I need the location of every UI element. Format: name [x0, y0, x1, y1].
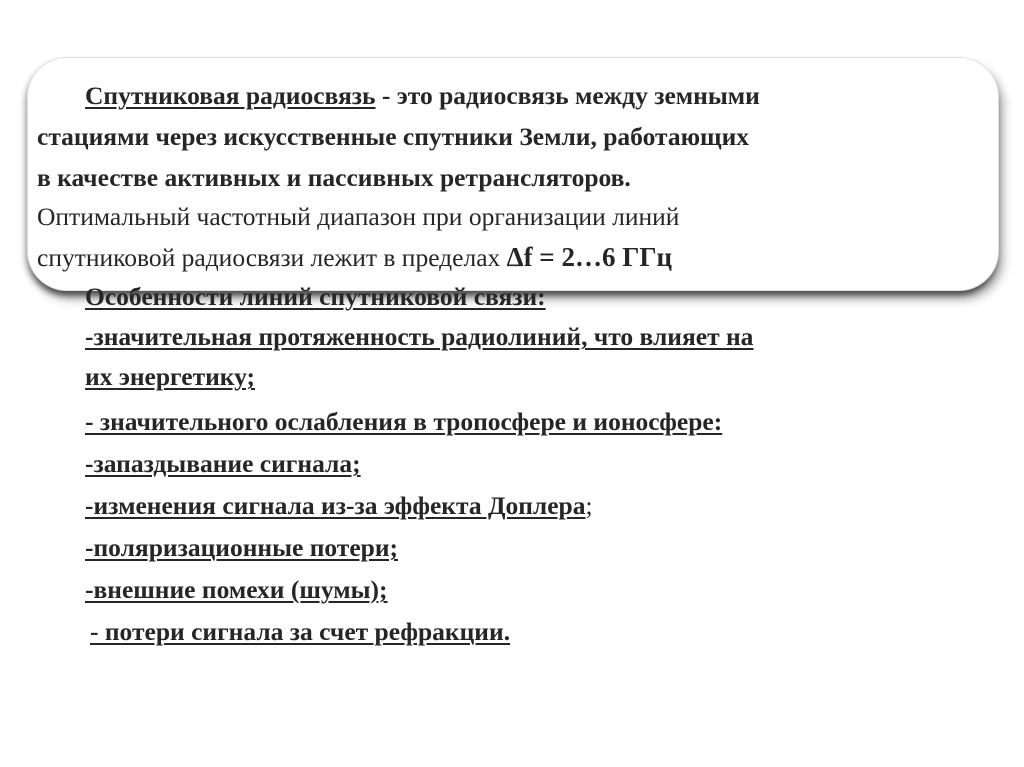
feature-item: -значительная протяженность радиолиний, что влияет на	[85, 322, 754, 351]
definition-line-1	[85, 80, 760, 112]
feature-item: -внешние помехи (шумы);	[85, 575, 388, 604]
feature-item: - потери сигнала за счет рефракции.	[90, 617, 511, 646]
definition-line-1-rest: - это радиосвязь между земными	[375, 81, 760, 110]
definition-line-4: Оптимальный частотный диапазон при организации линий	[37, 202, 680, 231]
definition-term: Спутниковая радиосвязь	[85, 81, 376, 110]
definition-line-5-text: спутниковой радиосвязи лежит в пределах	[37, 243, 507, 272]
frequency-range-formula: Δf = 2…6 ГГц	[506, 242, 673, 272]
feature-item-text: -изменения сигнала из-за эффекта Доплера	[85, 491, 586, 520]
feature-item-suffix: ;	[585, 491, 593, 520]
features-heading: Особенности линий спутниковой связи:	[85, 282, 546, 311]
feature-item	[85, 490, 593, 522]
feature-item: -запаздывание сигнала;	[85, 449, 361, 478]
definition-line-3: в качестве активных и пассивных ретрансляторов.	[37, 163, 631, 192]
definition-line-5	[37, 241, 672, 274]
feature-item: - значительного ослабления в тропосфере и ионосфере:	[85, 407, 723, 436]
feature-item: их энергетику;	[85, 362, 256, 391]
feature-item: -поляризационные потери;	[85, 533, 399, 562]
definition-line-2: стациями через искусственные спутники Земли, работающих	[37, 122, 750, 151]
